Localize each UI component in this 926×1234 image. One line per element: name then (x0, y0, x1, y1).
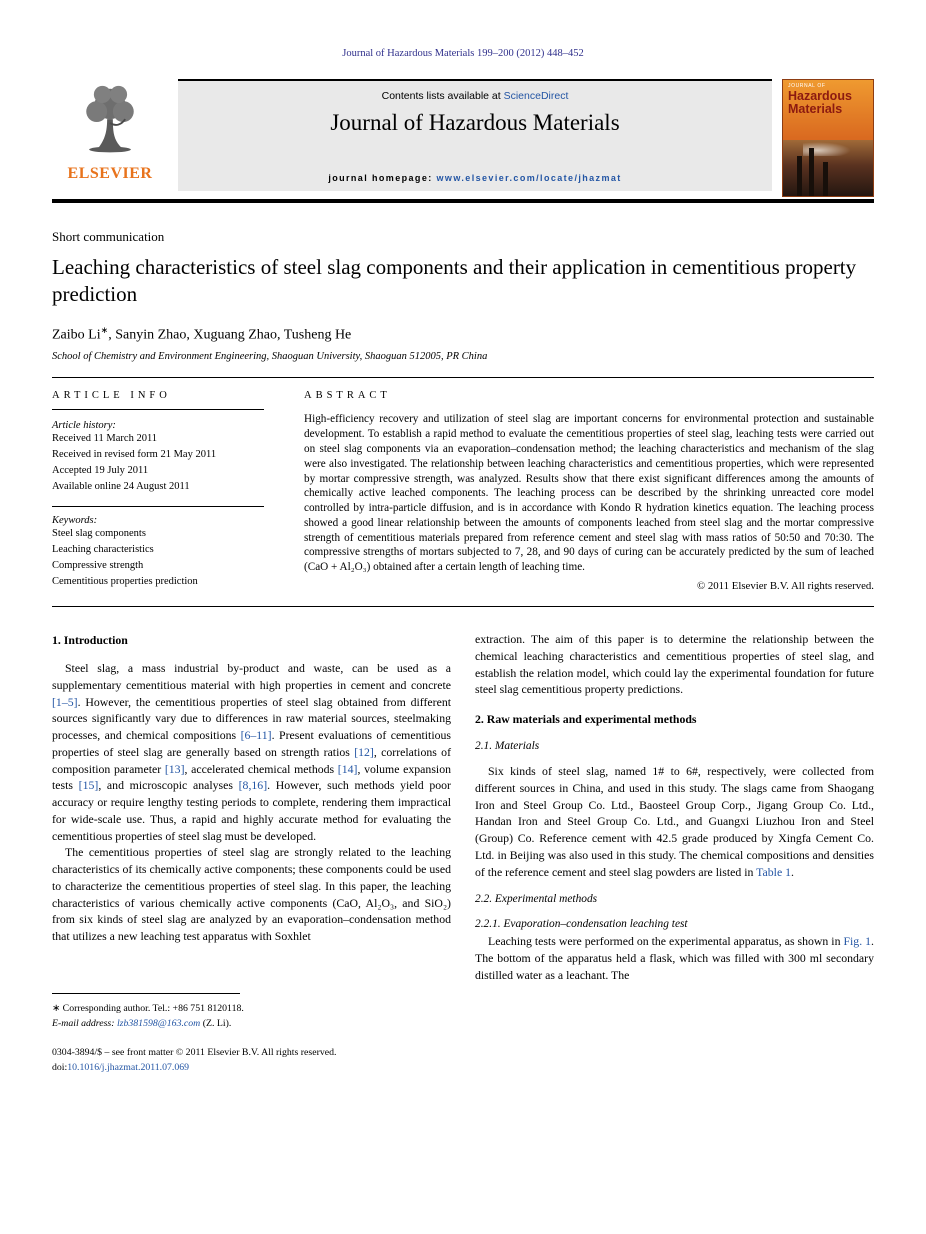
text-run: , and microscopic analyses (98, 778, 239, 793)
citation-link[interactable]: [12] (354, 744, 374, 759)
text-run: , volume expansion tests (52, 761, 451, 793)
journal-title: Journal of Hazardous Materials (330, 110, 620, 135)
materials-paragraph (475, 763, 874, 880)
cover-chimney-graphic (809, 148, 814, 196)
citation-link[interactable]: [15] (78, 778, 99, 793)
citation-link[interactable]: [13] (164, 761, 185, 776)
cover-chimney-graphic (823, 162, 828, 196)
journal-homepage-line (328, 173, 621, 185)
text-run: (Z. Li). (200, 1017, 232, 1029)
text-run: , accelerated chemical methods (184, 761, 338, 776)
subsection-heading-experimental-methods: 2.2. Experimental methods (475, 893, 598, 906)
article-body (52, 631, 874, 1075)
authors-line (52, 325, 874, 344)
table-reference-link[interactable]: Table 1 (756, 864, 792, 879)
journal-citation-header: Journal of Hazardous Materials 199–200 (2012) 448–452 (342, 48, 584, 59)
figure-reference-link[interactable]: Fig. 1 (843, 934, 872, 949)
article-info-heading: ARTICLE INFO (52, 390, 264, 410)
cover-title-line1: Hazardous (788, 89, 852, 103)
journal-header-banner (178, 79, 772, 191)
text-run: doi: (52, 1061, 68, 1073)
body-right-column (475, 631, 874, 1075)
body-left-column (52, 631, 451, 1075)
cover-title-line2: Materials (788, 101, 843, 116)
copyright-line: © 2011 Elsevier B.V. All rights reserved. (696, 580, 874, 592)
cover-industrial-photo (783, 140, 873, 196)
cover-chimney-graphic (797, 156, 802, 196)
keyword-item: Leaching characteristics (52, 544, 154, 556)
article-info-abstract-section (52, 377, 874, 607)
elsevier-logo (52, 79, 168, 183)
text-run: Steel slag, a mass industrial by-product and waste, can be used as a supplementary cementitious material with high properties in cement and concrete (52, 661, 451, 692)
intro-paragraph-2: The cementitious properties of steel slag are strongly related to the leaching characteristics of its chemically active components; these components could be used to characterize the cementitious properties of steel slag. In this paper, the leaching characteristics of various chemically active components (CaO, Al₂O₃, and SiO₂) from six kinds of steel slag are analyzed by an evaporation–condensation method that utilizes a new leaching test apparatus with Soxhlet (52, 845, 451, 943)
subsection-heading-leaching-test: 2.2.1. Evaporation–condensation leaching test (475, 918, 688, 931)
email-note (52, 1016, 451, 1031)
footnote-block (52, 993, 451, 1031)
history-item: Available online 24 August 2011 (52, 480, 190, 492)
leaching-test-paragraph (475, 933, 874, 983)
issn-front-matter-line: 0304-3894/$ – see front matter © 2011 Elsevier B.V. All rights reserved. (52, 1047, 337, 1059)
subsection-heading-materials: 2.1. Materials (475, 740, 540, 752)
abstract-column (304, 390, 874, 592)
footnote-rule (52, 993, 240, 994)
history-item: Received 11 March 2011 (52, 433, 158, 445)
affiliation-line: School of Chemistry and Environment Engineering, Shaoguan University, Shaoguan 512005, PR China (52, 351, 488, 363)
text-run: Six kinds of steel slag, named 1# to 6#, respectively, were collected from different sources in China, and used in this study. The slags came from Shaogang Iron and Steel Group Co. Ltd., Baosteel Group Corp., Jigang Group Co. Ltd., Handan Iron and Steel Group Co. Ltd., and Guangxi Liuzhou Iron and Steel (Group) Co. Reference cement with 42.5 grade produced by Xingfa Cement Co. Ltd. in Beijing was also used in this study. The chemical compositions and densities of the reference cement and steel slag powders are listed in (475, 764, 874, 879)
citation-link[interactable]: [14] (337, 761, 358, 776)
citation-link[interactable]: [1–5] (52, 694, 78, 709)
text-run: E-mail address: (52, 1017, 117, 1029)
elsevier-tree-icon (72, 81, 148, 163)
section-heading-introduction: 1. Introduction (52, 633, 128, 647)
publisher-imprint-block (52, 1046, 451, 1075)
abstract-heading: ABSTRACT (304, 390, 391, 402)
continuation-paragraph: extraction. The aim of this paper is to determine the relationship between the chemical leaching characteristics and cementitious properties of steel slag, and establish the relation model, which could lay the experimental foundation for future steel slag cementitious property predictions. (475, 632, 874, 697)
keywords-label: Keywords: (52, 515, 98, 527)
keyword-item: Steel slag components (52, 528, 146, 540)
doi-line (52, 1061, 451, 1076)
text-run: . The bottom of the apparatus held a flask, which was filled with 300 ml secondary distilled water as a leachant. The (475, 934, 874, 982)
article-info-column (52, 390, 264, 592)
elsevier-wordmark: ELSEVIER (67, 165, 153, 182)
keyword-item: Cementitious properties prediction (52, 575, 198, 587)
sciencedirect-link[interactable]: ScienceDirect (503, 90, 569, 102)
contents-prefix: Contents lists available at (381, 90, 504, 102)
article-type-label: Short communication (52, 229, 165, 244)
intro-paragraph-1 (52, 660, 451, 844)
doi-link[interactable]: 10.1016/j.jhazmat.2011.07.069 (67, 1061, 190, 1073)
journal-homepage-link[interactable]: www.elsevier.com/locate/jhazmat (436, 173, 622, 183)
history-item: Received in revised form 21 May 2011 (52, 449, 217, 461)
homepage-label: journal homepage: (328, 173, 437, 183)
keywords-block (52, 506, 264, 589)
history-item: Accepted 19 July 2011 (52, 464, 149, 476)
author-name: Zaibo Li (52, 327, 101, 343)
cover-journal-of-label: JOURNAL OF (788, 83, 826, 89)
paper-title: Leaching characteristics of steel slag components and their application in cementitious property prediction (52, 255, 857, 306)
abstract-text: High-efficiency recovery and utilization of steel slag are important concerns for environmental protection and sustainable development. To establish a rapid method to evaluate the cementitious properties of steel slag, leaching tests were carried out on steel slag components via an evaporation–condensation method; the leaching characteristics and mechanism of the slag were also investigated. The relationship between leaching characteristics and cementitious properties, which were represented by mortar compressive strength, was analyzed. Results show that there exist significant differences among the amounts of chemically active leached components. The leaching process can be described by the shrinking unreacted core model controlled by intra-particle diffusion, and is in accordance with Kondo R hydration kinetics equation. The leaching process showed a good linear relationship between the amounts of components leached from steel slag and the mortar compressive strength of cementitious materials prepared from reference cement and steel slag with mass ratios of 50:50 and 70:30. The compressive strengths of mortars subjected to 7, 28, and 90 days of curing can be accurately predicted by the sum of leached (CaO + Al₂O₃) obtained after a certain length of leaching time. (304, 413, 874, 574)
section-heading-raw-materials: 2. Raw materials and experimental methods (475, 712, 697, 726)
article-history-label: Article history: (52, 420, 116, 432)
masthead-divider-bar (52, 199, 874, 203)
journal-cover-thumbnail (782, 79, 874, 197)
text-run: . However, such methods yield poor accuracy or require lengthy testing periods to complete, rendering them impractical for wide-scale use. Thus, a rapid and highly accurate method for evaluating the cementitious properties of steel slag must be developed. (52, 778, 451, 843)
text-run: . Present evaluations of cementitious properties of steel slag are generally based on strength ratios (52, 728, 451, 759)
text-run: . However, the cementitious properties of steel slag obtained from different sources significantly vary due to differences in raw material sources, steelmaking processes, and chemical compositions (52, 694, 451, 742)
keyword-item: Compressive strength (52, 559, 144, 571)
citation-link[interactable]: [6–11] (240, 728, 272, 742)
email-link[interactable]: lzb381598@163.com (116, 1017, 201, 1029)
author-names: , Sanyin Zhao, Xuguang Zhao, Tusheng He (108, 327, 352, 343)
corresponding-author-note: ∗ Corresponding author. Tel.: +86 751 8120118. (52, 1002, 244, 1014)
contents-lists-line (382, 90, 569, 102)
corresponding-author-mark: ∗ (100, 324, 109, 335)
text-run: , correlations of composition parameter (52, 744, 452, 776)
text-run: Leaching tests were performed on the experimental apparatus, as shown in (488, 934, 844, 949)
citation-link[interactable]: [8,16] (238, 778, 268, 793)
cover-title (783, 89, 873, 116)
journal-masthead (52, 79, 874, 197)
text-run: . (791, 864, 794, 879)
